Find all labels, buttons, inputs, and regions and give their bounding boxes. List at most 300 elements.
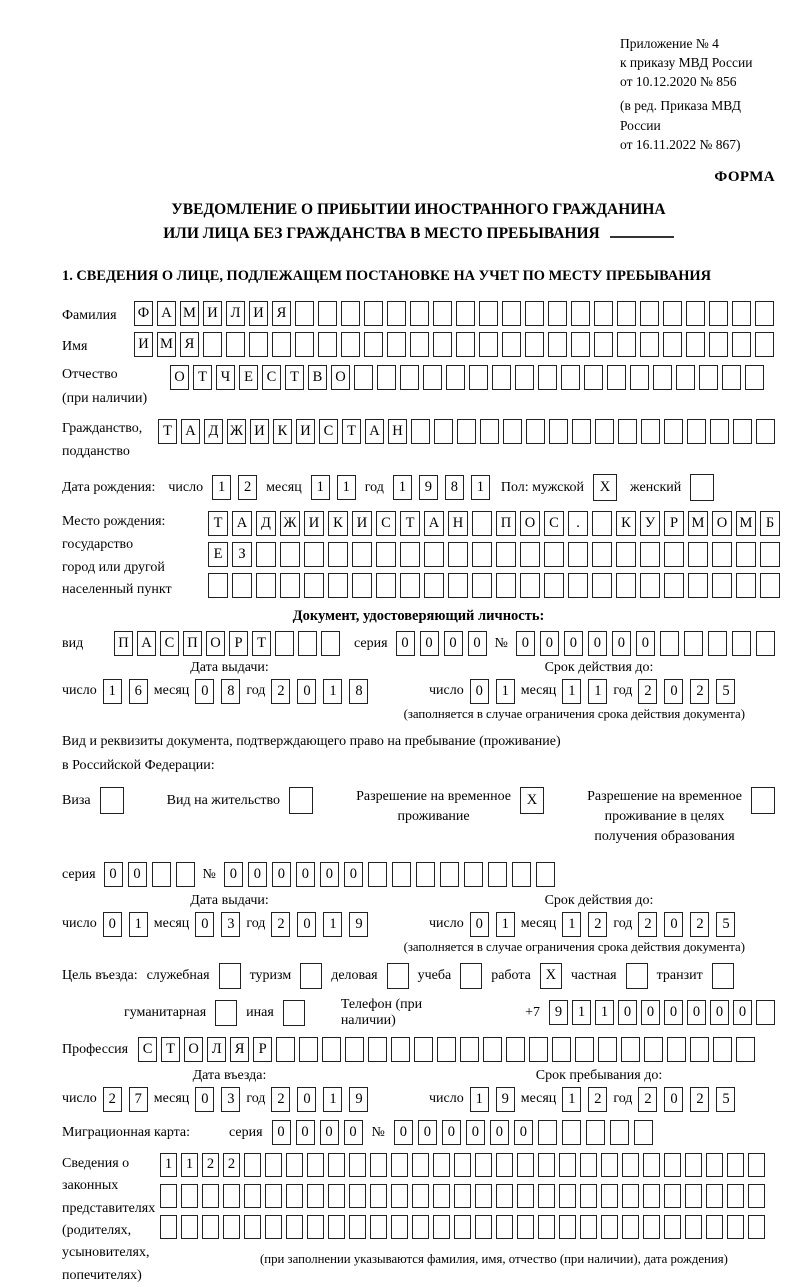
- char-box[interactable]: [571, 332, 590, 357]
- char-box[interactable]: 5: [716, 1087, 735, 1112]
- char-box[interactable]: [548, 332, 567, 357]
- char-box[interactable]: [760, 573, 780, 598]
- char-box[interactable]: [580, 1153, 597, 1177]
- char-box[interactable]: 0: [490, 1120, 509, 1145]
- char-box[interactable]: 0: [636, 631, 655, 656]
- char-box[interactable]: Б: [760, 511, 780, 536]
- char-box[interactable]: [544, 573, 564, 598]
- char-box[interactable]: С: [319, 419, 338, 444]
- char-box[interactable]: [410, 332, 429, 357]
- char-box[interactable]: [256, 573, 276, 598]
- char-box[interactable]: 6: [129, 679, 148, 704]
- char-box[interactable]: [307, 1215, 324, 1239]
- char-box[interactable]: [687, 419, 706, 444]
- char-box[interactable]: [376, 573, 396, 598]
- char-box[interactable]: 0: [687, 1000, 706, 1025]
- char-box[interactable]: [318, 332, 337, 357]
- char-box[interactable]: [536, 862, 555, 887]
- char-box[interactable]: 0: [588, 631, 607, 656]
- char-box[interactable]: [479, 332, 498, 357]
- char-box[interactable]: 1: [496, 679, 515, 704]
- char-box[interactable]: 8: [445, 475, 464, 500]
- char-box[interactable]: [289, 787, 313, 814]
- char-box[interactable]: [410, 301, 429, 326]
- char-box[interactable]: [559, 1215, 576, 1239]
- char-box[interactable]: [706, 1153, 723, 1177]
- char-box[interactable]: [684, 631, 703, 656]
- char-box[interactable]: 1: [471, 475, 490, 500]
- char-box[interactable]: 0: [297, 679, 316, 704]
- char-box[interactable]: 1: [393, 475, 412, 500]
- char-box[interactable]: [160, 1215, 177, 1239]
- char-box[interactable]: [538, 1153, 555, 1177]
- char-box[interactable]: [503, 419, 522, 444]
- char-box[interactable]: 1: [562, 1087, 581, 1112]
- char-box[interactable]: 0: [297, 1087, 316, 1112]
- char-box[interactable]: [424, 573, 444, 598]
- char-box[interactable]: [433, 1184, 450, 1208]
- char-box[interactable]: Т: [252, 631, 271, 656]
- char-box[interactable]: 1: [103, 679, 122, 704]
- char-box[interactable]: 0: [296, 862, 315, 887]
- char-box[interactable]: [454, 1153, 471, 1177]
- char-box[interactable]: Я: [230, 1037, 249, 1062]
- char-box[interactable]: [756, 1000, 775, 1025]
- char-box[interactable]: [318, 301, 337, 326]
- char-box[interactable]: [454, 1184, 471, 1208]
- char-box[interactable]: [561, 365, 580, 390]
- char-box[interactable]: [688, 573, 708, 598]
- char-box[interactable]: 1: [562, 679, 581, 704]
- char-box[interactable]: 0: [664, 679, 683, 704]
- char-box[interactable]: [517, 1215, 534, 1239]
- char-box[interactable]: [328, 1184, 345, 1208]
- char-box[interactable]: [208, 573, 228, 598]
- char-box[interactable]: [502, 301, 521, 326]
- char-box[interactable]: [265, 1215, 282, 1239]
- char-box[interactable]: [525, 332, 544, 357]
- char-box[interactable]: [736, 542, 756, 567]
- char-box[interactable]: [664, 1184, 681, 1208]
- char-box[interactable]: 0: [540, 631, 559, 656]
- char-box[interactable]: [617, 332, 636, 357]
- char-box[interactable]: [594, 301, 613, 326]
- char-box[interactable]: [643, 1184, 660, 1208]
- char-box[interactable]: [664, 1215, 681, 1239]
- char-box[interactable]: [244, 1184, 261, 1208]
- char-box[interactable]: М: [736, 511, 756, 536]
- char-box[interactable]: [370, 1215, 387, 1239]
- char-box[interactable]: 1: [129, 912, 148, 937]
- char-box[interactable]: [712, 963, 734, 989]
- char-box[interactable]: [618, 419, 637, 444]
- char-box[interactable]: [434, 419, 453, 444]
- char-box[interactable]: [280, 573, 300, 598]
- char-box[interactable]: [176, 862, 195, 887]
- char-box[interactable]: 2: [271, 1087, 290, 1112]
- char-box[interactable]: [160, 1184, 177, 1208]
- char-box[interactable]: [755, 332, 774, 357]
- char-box[interactable]: 9: [349, 1087, 368, 1112]
- char-box[interactable]: 2: [223, 1153, 240, 1177]
- char-box[interactable]: 2: [588, 1087, 607, 1112]
- char-box[interactable]: [617, 301, 636, 326]
- char-box[interactable]: [685, 1153, 702, 1177]
- char-box[interactable]: 0: [104, 862, 123, 887]
- char-box[interactable]: И: [304, 511, 324, 536]
- char-box[interactable]: [341, 332, 360, 357]
- char-box[interactable]: 0: [248, 862, 267, 887]
- char-box[interactable]: [562, 1120, 581, 1145]
- char-box[interactable]: [219, 963, 241, 989]
- char-box[interactable]: А: [181, 419, 200, 444]
- char-box[interactable]: [610, 1120, 629, 1145]
- char-box[interactable]: [685, 1215, 702, 1239]
- char-box[interactable]: [412, 1184, 429, 1208]
- char-box[interactable]: 0: [224, 862, 243, 887]
- char-box[interactable]: [283, 1000, 305, 1026]
- char-box[interactable]: 0: [344, 862, 363, 887]
- char-box[interactable]: [370, 1184, 387, 1208]
- char-box[interactable]: А: [424, 511, 444, 536]
- char-box[interactable]: [667, 1037, 686, 1062]
- char-box[interactable]: 7: [129, 1087, 148, 1112]
- char-box[interactable]: [706, 1215, 723, 1239]
- char-box[interactable]: [538, 365, 557, 390]
- char-box[interactable]: М: [688, 511, 708, 536]
- char-box[interactable]: Ж: [227, 419, 246, 444]
- char-box[interactable]: [520, 542, 540, 567]
- char-box[interactable]: 0: [564, 631, 583, 656]
- char-box[interactable]: П: [496, 511, 516, 536]
- char-box[interactable]: 0: [272, 862, 291, 887]
- char-box[interactable]: [295, 332, 314, 357]
- char-box[interactable]: [664, 573, 684, 598]
- char-box[interactable]: [349, 1153, 366, 1177]
- char-box[interactable]: 5: [716, 912, 735, 937]
- char-box[interactable]: 0: [468, 631, 487, 656]
- char-box[interactable]: [387, 332, 406, 357]
- char-box[interactable]: [745, 365, 764, 390]
- char-box[interactable]: Р: [253, 1037, 272, 1062]
- char-box[interactable]: [391, 1184, 408, 1208]
- char-box[interactable]: [520, 573, 540, 598]
- char-box[interactable]: [708, 631, 727, 656]
- char-box[interactable]: Д: [204, 419, 223, 444]
- char-box[interactable]: [548, 301, 567, 326]
- char-box[interactable]: [352, 542, 372, 567]
- char-box[interactable]: [756, 631, 775, 656]
- char-box[interactable]: Д: [256, 511, 276, 536]
- char-box[interactable]: [690, 474, 714, 501]
- char-box[interactable]: О: [331, 365, 350, 390]
- char-box[interactable]: 0: [664, 912, 683, 937]
- char-box[interactable]: [709, 332, 728, 357]
- char-box[interactable]: [472, 511, 492, 536]
- char-box[interactable]: [483, 1037, 502, 1062]
- char-box[interactable]: [515, 365, 534, 390]
- char-box[interactable]: [433, 332, 452, 357]
- char-box[interactable]: [644, 1037, 663, 1062]
- char-box[interactable]: Л: [226, 301, 245, 326]
- char-box[interactable]: [722, 365, 741, 390]
- char-box[interactable]: А: [157, 301, 176, 326]
- char-box[interactable]: [364, 301, 383, 326]
- char-box[interactable]: И: [203, 301, 222, 326]
- char-box[interactable]: 8: [349, 679, 368, 704]
- char-box[interactable]: [706, 1184, 723, 1208]
- char-box[interactable]: Ф: [134, 301, 153, 326]
- char-box[interactable]: [391, 1153, 408, 1177]
- char-box[interactable]: [559, 1184, 576, 1208]
- char-box[interactable]: 0: [516, 631, 535, 656]
- char-box[interactable]: 0: [396, 631, 415, 656]
- char-box[interactable]: [223, 1215, 240, 1239]
- char-box[interactable]: [640, 573, 660, 598]
- char-box[interactable]: [276, 1037, 295, 1062]
- char-box[interactable]: 0: [128, 862, 147, 887]
- char-box[interactable]: [496, 542, 516, 567]
- char-box[interactable]: [299, 1037, 318, 1062]
- char-box[interactable]: Л: [207, 1037, 226, 1062]
- char-box[interactable]: О: [206, 631, 225, 656]
- char-box[interactable]: [202, 1215, 219, 1239]
- char-box[interactable]: А: [137, 631, 156, 656]
- char-box[interactable]: Т: [193, 365, 212, 390]
- char-box[interactable]: [512, 862, 531, 887]
- char-box[interactable]: [559, 1153, 576, 1177]
- char-box[interactable]: [732, 301, 751, 326]
- char-box[interactable]: [748, 1215, 765, 1239]
- char-box[interactable]: [748, 1184, 765, 1208]
- char-box[interactable]: [601, 1184, 618, 1208]
- char-box[interactable]: [152, 862, 171, 887]
- char-box[interactable]: [387, 963, 409, 989]
- char-box[interactable]: [571, 301, 590, 326]
- char-box[interactable]: [223, 1184, 240, 1208]
- char-box[interactable]: [460, 963, 482, 989]
- char-box[interactable]: [517, 1184, 534, 1208]
- char-box[interactable]: 0: [420, 631, 439, 656]
- char-box[interactable]: [480, 419, 499, 444]
- char-box[interactable]: [592, 542, 612, 567]
- char-box[interactable]: [181, 1184, 198, 1208]
- char-box[interactable]: [304, 573, 324, 598]
- char-box[interactable]: [280, 542, 300, 567]
- char-box[interactable]: [286, 1153, 303, 1177]
- char-box[interactable]: 0: [344, 1120, 363, 1145]
- char-box[interactable]: .: [568, 511, 588, 536]
- char-box[interactable]: [364, 332, 383, 357]
- char-box[interactable]: И: [134, 332, 153, 357]
- char-box[interactable]: 1: [311, 475, 330, 500]
- char-box[interactable]: [676, 365, 695, 390]
- char-box[interactable]: 1: [595, 1000, 614, 1025]
- char-box[interactable]: 0: [442, 1120, 461, 1145]
- char-box[interactable]: 2: [638, 1087, 657, 1112]
- char-box[interactable]: 8: [221, 679, 240, 704]
- char-box[interactable]: [352, 573, 372, 598]
- char-box[interactable]: [496, 1184, 513, 1208]
- char-box[interactable]: [286, 1215, 303, 1239]
- char-box[interactable]: [244, 1153, 261, 1177]
- char-box[interactable]: [181, 1215, 198, 1239]
- char-box[interactable]: [568, 542, 588, 567]
- char-box[interactable]: 2: [238, 475, 257, 500]
- char-box[interactable]: 2: [202, 1153, 219, 1177]
- char-box[interactable]: 0: [664, 1087, 683, 1112]
- char-box[interactable]: 0: [664, 1000, 683, 1025]
- char-box[interactable]: [496, 573, 516, 598]
- char-box[interactable]: [349, 1215, 366, 1239]
- char-box[interactable]: 0: [618, 1000, 637, 1025]
- char-box[interactable]: [496, 1153, 513, 1177]
- char-box[interactable]: [368, 862, 387, 887]
- char-box[interactable]: [368, 1037, 387, 1062]
- char-box[interactable]: 1: [572, 1000, 591, 1025]
- char-box[interactable]: 0: [514, 1120, 533, 1145]
- char-box[interactable]: [663, 332, 682, 357]
- char-box[interactable]: 1: [562, 912, 581, 937]
- char-box[interactable]: 0: [320, 1120, 339, 1145]
- char-box[interactable]: А: [232, 511, 252, 536]
- char-box[interactable]: [640, 332, 659, 357]
- char-box[interactable]: З: [232, 542, 252, 567]
- char-box[interactable]: Я: [272, 301, 291, 326]
- char-box[interactable]: О: [184, 1037, 203, 1062]
- char-box[interactable]: [641, 419, 660, 444]
- char-box[interactable]: [433, 301, 452, 326]
- char-box[interactable]: [502, 332, 521, 357]
- char-box[interactable]: У: [640, 511, 660, 536]
- char-box[interactable]: [526, 419, 545, 444]
- char-box[interactable]: 0: [272, 1120, 291, 1145]
- char-box[interactable]: С: [376, 511, 396, 536]
- char-box[interactable]: [232, 573, 252, 598]
- char-box[interactable]: 9: [349, 912, 368, 937]
- char-box[interactable]: Н: [448, 511, 468, 536]
- char-box[interactable]: [412, 1215, 429, 1239]
- char-box[interactable]: [713, 1037, 732, 1062]
- char-box[interactable]: [598, 1037, 617, 1062]
- char-box[interactable]: [464, 862, 483, 887]
- char-box[interactable]: [712, 573, 732, 598]
- char-box[interactable]: [354, 365, 373, 390]
- char-box[interactable]: [321, 631, 340, 656]
- char-box[interactable]: [664, 1153, 681, 1177]
- char-box[interactable]: [748, 1153, 765, 1177]
- char-box[interactable]: [387, 301, 406, 326]
- char-box[interactable]: [215, 1000, 237, 1026]
- char-box[interactable]: [699, 365, 718, 390]
- char-box[interactable]: [664, 542, 684, 567]
- char-box[interactable]: М: [157, 332, 176, 357]
- char-box[interactable]: [552, 1037, 571, 1062]
- char-box[interactable]: 2: [103, 1087, 122, 1112]
- char-box[interactable]: [538, 1184, 555, 1208]
- char-box[interactable]: [544, 542, 564, 567]
- char-box[interactable]: [341, 301, 360, 326]
- char-box[interactable]: [414, 1037, 433, 1062]
- char-box[interactable]: [300, 963, 322, 989]
- char-box[interactable]: [517, 1153, 534, 1177]
- char-box[interactable]: [226, 332, 245, 357]
- char-box[interactable]: Р: [664, 511, 684, 536]
- char-box[interactable]: 1: [212, 475, 231, 500]
- char-box[interactable]: 0: [195, 1087, 214, 1112]
- char-box[interactable]: О: [712, 511, 732, 536]
- char-box[interactable]: [295, 301, 314, 326]
- char-box[interactable]: [448, 573, 468, 598]
- char-box[interactable]: 1: [337, 475, 356, 500]
- char-box[interactable]: [400, 573, 420, 598]
- char-box[interactable]: 0: [394, 1120, 413, 1145]
- char-box[interactable]: М: [180, 301, 199, 326]
- char-box[interactable]: [469, 365, 488, 390]
- char-box[interactable]: [328, 573, 348, 598]
- char-box[interactable]: О: [170, 365, 189, 390]
- char-box[interactable]: [322, 1037, 341, 1062]
- char-box[interactable]: [424, 542, 444, 567]
- char-box[interactable]: [328, 1153, 345, 1177]
- char-box[interactable]: [622, 1184, 639, 1208]
- char-box[interactable]: [433, 1153, 450, 1177]
- char-box[interactable]: [688, 542, 708, 567]
- char-box[interactable]: С: [138, 1037, 157, 1062]
- char-box[interactable]: [760, 542, 780, 567]
- char-box[interactable]: 0: [297, 912, 316, 937]
- char-box[interactable]: Т: [285, 365, 304, 390]
- char-box[interactable]: [307, 1184, 324, 1208]
- char-box[interactable]: [391, 1215, 408, 1239]
- char-box[interactable]: [272, 332, 291, 357]
- char-box[interactable]: С: [262, 365, 281, 390]
- char-box[interactable]: [448, 542, 468, 567]
- char-box[interactable]: [472, 542, 492, 567]
- char-box[interactable]: 0: [195, 679, 214, 704]
- char-box[interactable]: [446, 365, 465, 390]
- char-box[interactable]: Я: [180, 332, 199, 357]
- char-box[interactable]: [732, 631, 751, 656]
- char-box[interactable]: [538, 1120, 557, 1145]
- char-box[interactable]: [595, 419, 614, 444]
- char-box[interactable]: Т: [158, 419, 177, 444]
- char-box[interactable]: [592, 511, 612, 536]
- char-box[interactable]: И: [296, 419, 315, 444]
- char-box[interactable]: [709, 301, 728, 326]
- char-box[interactable]: [586, 1120, 605, 1145]
- char-box[interactable]: 0: [612, 631, 631, 656]
- char-box[interactable]: [307, 1153, 324, 1177]
- char-box[interactable]: 9: [496, 1087, 515, 1112]
- char-box[interactable]: [456, 301, 475, 326]
- char-box[interactable]: [616, 542, 636, 567]
- char-box[interactable]: [328, 542, 348, 567]
- char-box[interactable]: [686, 332, 705, 357]
- char-box[interactable]: К: [273, 419, 292, 444]
- char-box[interactable]: [265, 1184, 282, 1208]
- char-box[interactable]: [686, 301, 705, 326]
- char-box[interactable]: 0: [710, 1000, 729, 1025]
- char-box[interactable]: [525, 301, 544, 326]
- char-box[interactable]: И: [250, 419, 269, 444]
- char-box[interactable]: 1: [323, 912, 342, 937]
- char-box[interactable]: Е: [208, 542, 228, 567]
- char-box[interactable]: [663, 301, 682, 326]
- char-box[interactable]: [249, 332, 268, 357]
- char-box[interactable]: [275, 631, 294, 656]
- char-box[interactable]: 1: [470, 1087, 489, 1112]
